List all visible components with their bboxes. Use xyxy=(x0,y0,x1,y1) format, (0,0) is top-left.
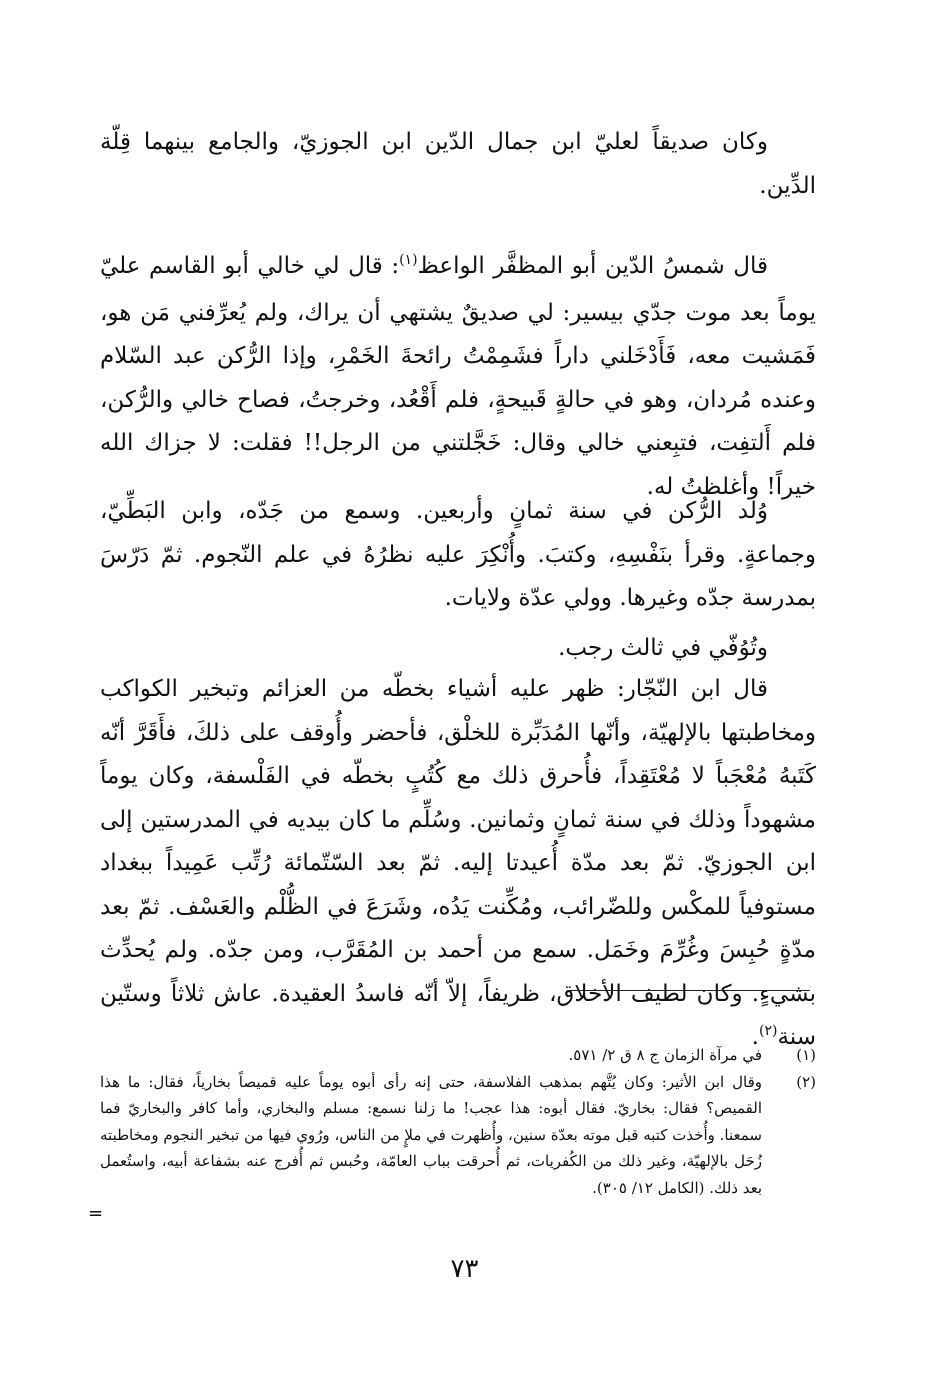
continuation-mark: = xyxy=(88,1203,104,1224)
paragraph-2-text xyxy=(100,245,816,509)
footnote-ref-1: (١) xyxy=(399,252,418,268)
footnote-number: (٢) xyxy=(796,1072,816,1091)
paragraph-5-text xyxy=(100,668,816,1063)
paragraph-5 xyxy=(100,668,816,1063)
paragraph-2-part-b: : قال لي خالي أبو القاسم عليّ يوماً بعد موت جدّي بيسير: لي صديقٌ يشتهي أن يراك، ولم يُعرِّفني مَن هو، فَمَشيت معه، فَأَدْخَلني داراً فشَمِمْتُ رائحةَ الخَمْرِ، وإذا الرُّكن عبد السّلام وعنده مُردان، وهو في حالةٍ قَبيحةٍ، فلم أَقْعُد، وخرجتُ، فصاح خالي والرُّكن، فلم أَلتفِت، فتبِعني خالي وقال: خَجَّلتني من الرجل!! فقلت: لا جزاك الله خيراً! وأغلظتُ له. xyxy=(100,253,816,500)
paragraph-5-part-b: . xyxy=(751,1024,759,1050)
paragraph-1 xyxy=(100,121,816,208)
paragraph-1-text: وكان صديقاً لعليّ ابن جمال الدّين ابن الجوزيّ، والجامع بينهما قِلّة الدِّين. xyxy=(100,129,816,199)
footnote-number: (١) xyxy=(796,1046,816,1064)
footnote-text: في مرآة الزمان ج ٨ ق ٢/ ٥٧١. xyxy=(568,1046,762,1064)
paragraph-3 xyxy=(100,490,816,621)
paragraph-4-text: وتُوُفّي في ثالث رجب. xyxy=(558,635,768,661)
footnote-1 xyxy=(100,1042,816,1069)
footnotes xyxy=(100,1042,816,1201)
page-number: ٧٣ xyxy=(450,1254,479,1284)
footnote-2 xyxy=(100,1069,816,1202)
paragraph-2 xyxy=(100,245,816,509)
paragraph-3-text: وُلد الرُّكن في سنة ثمانٍ وأربعين. وسمع من جَدّه، وابن البَطِّيّ، وجماعةٍ. وقرأ بنَفْسِهِ، وكتبَ. وأُنْكِرَ عليه نظرُهُ في علم النّجوم. ثمّ دَرّسَ بمدرسة جدّه وغيرها. وولي عدّة ولايات. xyxy=(100,498,816,611)
footnote-text: وقال ابن الأثير: وكان يُتَّهم بمذهب الفلاسفة، حتى إنه رأى أبوه يوماً عليه قميصاً بخارياً، فقال: ما هذا القميص؟ فقال: بخاريّ. فقال أبوه: هذا عجب! ما زلنا نسمع: مسلم والبخاري، وأما كافر والبخاريّ فما سمعنا. وأُخذت كتبه قبل موته بعدّة سنين، وأُظهرت في ملإٍ من الناس، ورُوي فيها من تبخير النجوم ومخاطبته زُحَل بالإلهيّة، وغير ذلك من الكُفريات، ثم أُحرقت بباب العامّة، وحُبس ثم أُفرج عنه بشفاعة أبيه، واستُعمل بعد ذلك. (الكامل ١٢/ ٣٠٥). xyxy=(100,1072,762,1197)
paragraph-5-part-a: قال ابن النّجّار: ظهر عليه أشياء بخطّه من العزائم وتبخير الكواكب ومخاطبتها بالإلهيّة، وأنّها المُدَبِّرة للخلْق، فأحضر وأُوقف على ذلكَ، فأَقَرَّ أنّه كَتَبهُ مُعْجَباً لا مُعْتَقِداً، فأُحرق ذلك مع كُتُبٍ بخطّه في الفَلْسفة، وكان يوماً مشهوداً وذلك في سنة ثمانٍ وثمانين. وسُلِّم ما كان بيديه في المدرستين إلى ابن الجوزيّ. ثمّ بعد مدّة أُعيدتا إليه. ثمّ بعد السّتّمائة رُتِّب عَمِيداً ببغداد مستوفياً للمكْس وللضّرائب، ومُكِّنت يَدُه، وشَرَعَ في الظُّلْم والعَسْف. ثمّ بعد مدّةٍ حُبِسَ وغُرِّمَ وخَمَل. سمع من أحمد بن المُقَرَّب، ومن جدّه. ولم يُحدِّث بشيءٍ. وكان لطيف الأخلاق، ظريفاً، إلاّ أنّه فاسدُ العقيدة. عاش ثلاثاً وستّين سنة xyxy=(100,676,816,1050)
footnote-ref-2: (٢) xyxy=(758,1023,778,1039)
footnote-separator xyxy=(567,990,810,991)
paragraph-4 xyxy=(100,627,816,671)
paragraph-2-part-a: قال شمسُ الدّين أبو المظفَّر الواعظ xyxy=(417,253,769,279)
